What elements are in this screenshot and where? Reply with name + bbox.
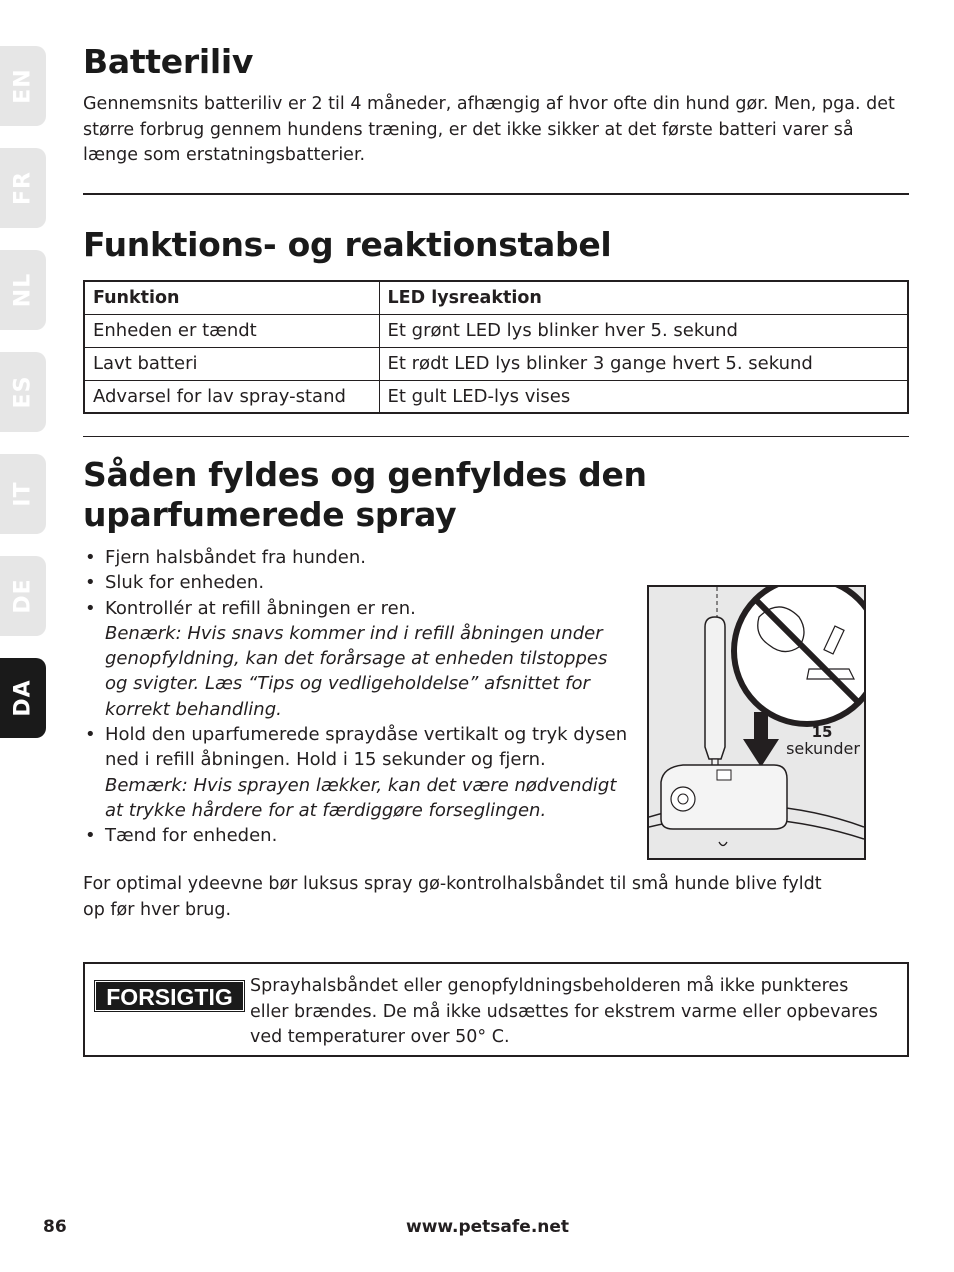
prohibition-icon bbox=[734, 587, 864, 724]
list-item: • Fjern halsbåndet fra hunden. bbox=[83, 545, 628, 570]
refill-section bbox=[83, 455, 909, 535]
list-item: • Tænd for enheden. bbox=[83, 823, 628, 848]
battery-text: Gennemsnits batteriliv er 2 til 4 måneder, afhængig af hvor ofte din hund gør. Men, pga. det større forbrug gennem hundens træning, er det ikke sikker at det første batteri varer så længe som erstatningsbatterier. bbox=[83, 94, 895, 165]
page-number: 86 bbox=[43, 1217, 67, 1237]
table-cell: Lavt batteri bbox=[84, 347, 379, 380]
table-header-function: Funktion bbox=[84, 281, 379, 314]
down-arrow-icon bbox=[754, 712, 768, 742]
caution-box bbox=[83, 962, 909, 1057]
battery-heading: Batteriliv bbox=[83, 42, 254, 81]
function-table-heading: Funktions- og reaktionstabel bbox=[83, 225, 612, 264]
footer-url[interactable]: www.petsafe.net bbox=[406, 1217, 570, 1237]
tab-nl[interactable]: NL bbox=[0, 250, 46, 330]
list-item: • Hold den uparfumerede spraydåse vertikalt og tryk dysen ned i refill åbningen. Hold i 15 sekunder og fjern. Bemærk: Hvis sprayen lækker, kan det være nødvendigt at trykke hårdere for at færdiggøre forseglingen. bbox=[83, 722, 628, 823]
table-cell: Et rødt LED lys blinker 3 gange hvert 5. sekund bbox=[379, 347, 908, 380]
caution-text: Sprayhalsbåndet eller genopfyldningsbeholderen må ikke punkteres eller brændes. De må ikke udsættes for ekstrem varme eller opbevares ved temperaturer over 50° C. bbox=[250, 976, 878, 1047]
tab-en[interactable]: EN bbox=[0, 46, 46, 126]
figure-seconds-number: 15 bbox=[811, 723, 833, 741]
battery-section bbox=[83, 42, 909, 169]
caution-label: FORSIGTIG bbox=[95, 981, 244, 1011]
figure-seconds-unit: sekunder bbox=[786, 739, 860, 758]
refill-heading: Såden fyldes og genfyldes den uparfumerede spray bbox=[83, 455, 647, 534]
table-cell: Advarsel for lav spray-stand bbox=[84, 380, 379, 413]
refill-steps bbox=[83, 545, 628, 849]
table-row bbox=[84, 380, 908, 413]
tab-fr[interactable]: FR bbox=[0, 148, 46, 228]
list-item: • Kontrollér at refill åbningen er ren. Benærk: Hvis snavs kommer ind i refill åbningen under genopfyldning, kan det forårsage at enheden tilstoppes og svigter. Læs “Tips og vedligeholdelse” afsnittet for korrekt behandling. bbox=[83, 596, 628, 722]
refill-drawing bbox=[649, 587, 864, 858]
tab-da[interactable]: DA bbox=[0, 658, 46, 738]
section-divider bbox=[83, 193, 909, 195]
table-cell: Enheden er tændt bbox=[84, 314, 379, 347]
refill-illustration bbox=[647, 585, 866, 860]
step-note: Bemærk: Hvis sprayen lækker, kan det være nødvendigt at trykke hårdere for at færdiggøre forseglingen. bbox=[105, 774, 617, 821]
table-header-row bbox=[84, 281, 908, 314]
function-table-section bbox=[83, 225, 909, 265]
tab-de[interactable]: DE bbox=[0, 556, 46, 636]
step-note: Benærk: Hvis snavs kommer ind i refill åbningen under genopfyldning, kan det forårsage at enheden tilstoppes og svigter. Læs “Tips og vedligeholdelse” afsnittet for korrekt behandling. bbox=[105, 622, 608, 720]
table-header-led: LED lysreaktion bbox=[379, 281, 908, 314]
table-cell: Et gult LED-lys vises bbox=[379, 380, 908, 413]
tab-it[interactable]: IT bbox=[0, 454, 46, 534]
refill-closing-text: For optimal ydeevne bør luksus spray gø-kontrolhalsbåndet til små hunde blive fyldt op før hver brug. bbox=[83, 874, 822, 920]
table-row bbox=[84, 347, 908, 380]
tab-es[interactable]: ES bbox=[0, 352, 46, 432]
section-divider bbox=[83, 436, 909, 437]
table-row bbox=[84, 314, 908, 347]
function-table bbox=[83, 280, 909, 414]
list-item: • Sluk for enheden. bbox=[83, 570, 628, 595]
table-cell: Et grønt LED lys blinker hver 5. sekund bbox=[379, 314, 908, 347]
